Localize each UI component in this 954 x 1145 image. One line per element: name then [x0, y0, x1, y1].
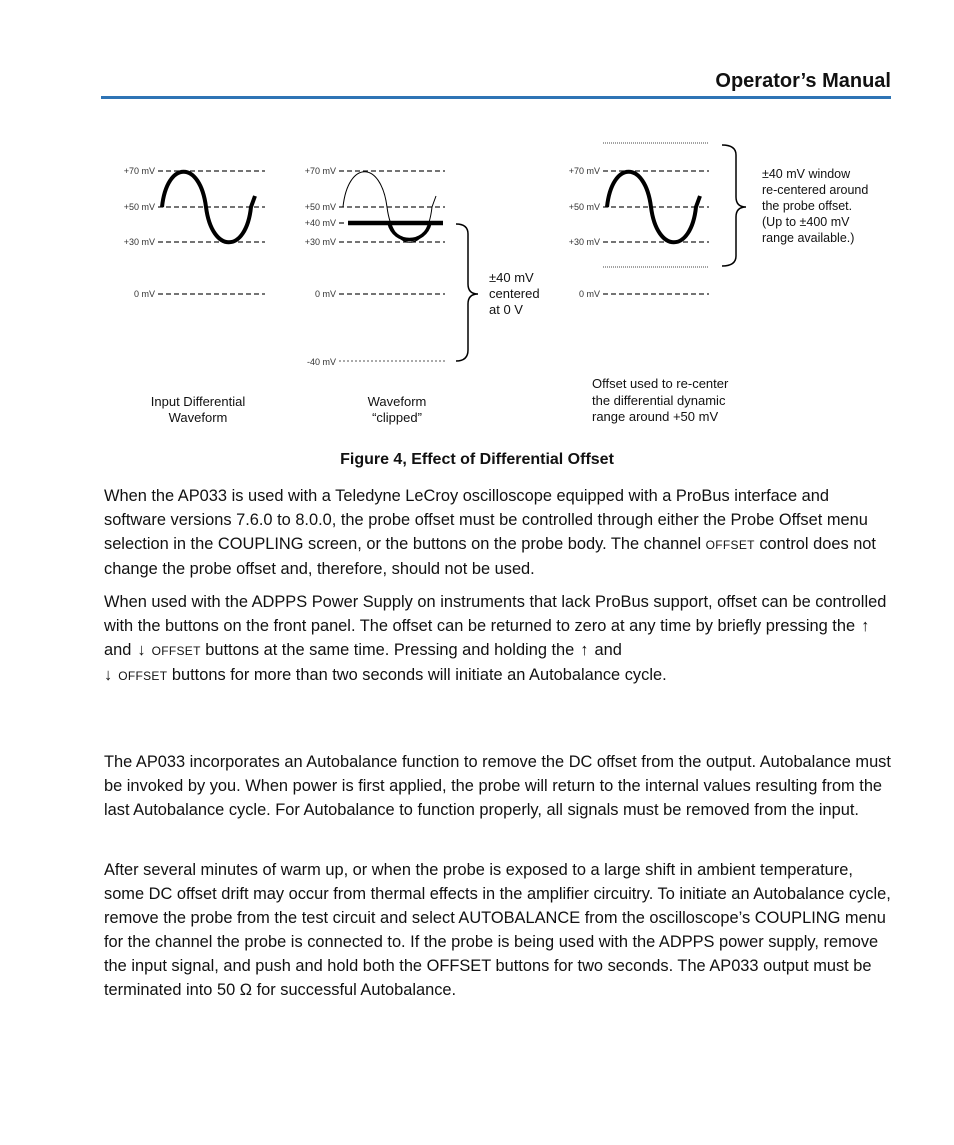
p2-text-c: buttons for more than two seconds will initiate an Autobalance cycle.	[167, 666, 667, 684]
p3-brace-line5: range available.)	[762, 231, 855, 245]
figure-caption: Figure 4, Effect of Differential Offset	[340, 451, 614, 468]
p3-brace-line4: (Up to ±400 mV	[762, 215, 850, 229]
p1-label-70: +70 mV	[123, 166, 155, 176]
p2-text-b: buttons at the same time. Pressing and holding the	[200, 641, 575, 659]
down-arrow-icon: ↓	[137, 641, 146, 659]
paragraph-4	[104, 858, 894, 1002]
p3-label-30: +30 mV	[568, 237, 600, 247]
p3-caption-line1: Offset used to re-center	[592, 376, 729, 391]
p3-brace-line1: ±40 mV window	[762, 167, 851, 181]
paragraph-3	[104, 750, 894, 822]
p2-offset-smallcaps-1: OFFSET	[151, 644, 201, 658]
p2-label-30: +30 mV	[304, 237, 336, 247]
p1-label-50: +50 mV	[123, 202, 155, 212]
p2-and-1: and	[104, 641, 132, 659]
page-header-title: Operator’s Manual	[715, 70, 891, 92]
up-arrow-icon: ↑	[861, 617, 870, 635]
p2-label-50: +50 mV	[304, 202, 336, 212]
p1-label-0: 0 mV	[133, 289, 155, 299]
p1-label-30: +30 mV	[123, 237, 155, 247]
p1-text-b: control does not change the probe offset and, therefore, should not be used.	[104, 535, 876, 578]
paragraph-1	[104, 484, 894, 581]
p3-label-50: +50 mV	[568, 202, 600, 212]
p2-caption-line1: Waveform	[367, 394, 427, 409]
p1-text-a: When the AP033 is used with a Teledyne LeCroy oscilloscope equipped with a ProBus interface and software versions 7.6.0 to 8.0.0, the probe offset must be controlled through either the Probe Offset menu selection in the COUPLING screen, or the buttons on the probe body. The channel	[104, 487, 868, 553]
p3-brace-line3: the probe offset.	[762, 199, 853, 213]
panel-1	[124, 166, 265, 425]
p1-caption-line1: Input Differential	[150, 394, 246, 409]
down-arrow-icon-2: ↓	[104, 666, 113, 684]
p1-caption-line2: Waveform	[168, 410, 228, 425]
p4-text: After several minutes of warm up, or when the probe is exposed to a large shift in ambient temperature, some DC offset drift may occur from thermal effects in the amplifier circuitry. To initiate an Autobalance cycle, remove the probe from the test circuit and select AUTOBALANCE from the oscilloscope’s COUPLING menu for the channel the probe is connected to. If the probe is being used with the ADPPS power supply, remove the input signal, and push and hold both the OFFSET buttons for two seconds. The AP033 output must be terminated into 50 Ω for successful Autobalance.	[104, 861, 891, 999]
p2-label-70: +70 mV	[304, 166, 336, 176]
paragraph-2	[104, 590, 894, 688]
panel-2	[305, 166, 540, 425]
p2-caption-line2: “clipped”	[372, 410, 422, 425]
p3-text: The AP033 incorporates an Autobalance function to remove the DC offset from the output. Autobalance must be invoked by you. When power is first applied, the probe will return to the internal values resulting from the last Autobalance cycle. For Autobalance to function properly, all signals must be removed from the input.	[104, 753, 891, 819]
header-rule	[101, 96, 891, 99]
p3-label-0: 0 mV	[578, 289, 600, 299]
figure-svg	[0, 110, 954, 440]
p1-offset-smallcaps: OFFSET	[705, 538, 755, 552]
p2-and-2: and	[594, 641, 622, 659]
p2-brace-line3: at 0 V	[489, 302, 523, 317]
p3-label-70: +70 mV	[568, 166, 600, 176]
p3-caption-line2: the differential dynamic	[592, 393, 726, 408]
p2-brace-line2: centered	[489, 286, 540, 301]
p2-label-0: 0 mV	[314, 289, 336, 299]
p3-brace-line2: re-centered around	[762, 183, 869, 197]
p2-text-a: When used with the ADPPS Power Supply on instruments that lack ProBus support, offset can be controlled with the buttons on the front panel. The offset can be returned to zero at any time by briefly pressing the	[104, 593, 887, 635]
p2-offset-smallcaps-2: OFFSET	[118, 669, 168, 683]
p2-label-40: +40 mV	[304, 218, 336, 228]
panel-3	[569, 143, 869, 424]
figure-differential-offset	[0, 110, 954, 440]
p2-label-neg40: -40 mV	[306, 357, 336, 367]
p2-brace-line1: ±40 mV	[489, 270, 534, 285]
up-arrow-icon-2: ↑	[580, 641, 589, 659]
p3-caption-line3: range around +50 mV	[592, 409, 719, 424]
